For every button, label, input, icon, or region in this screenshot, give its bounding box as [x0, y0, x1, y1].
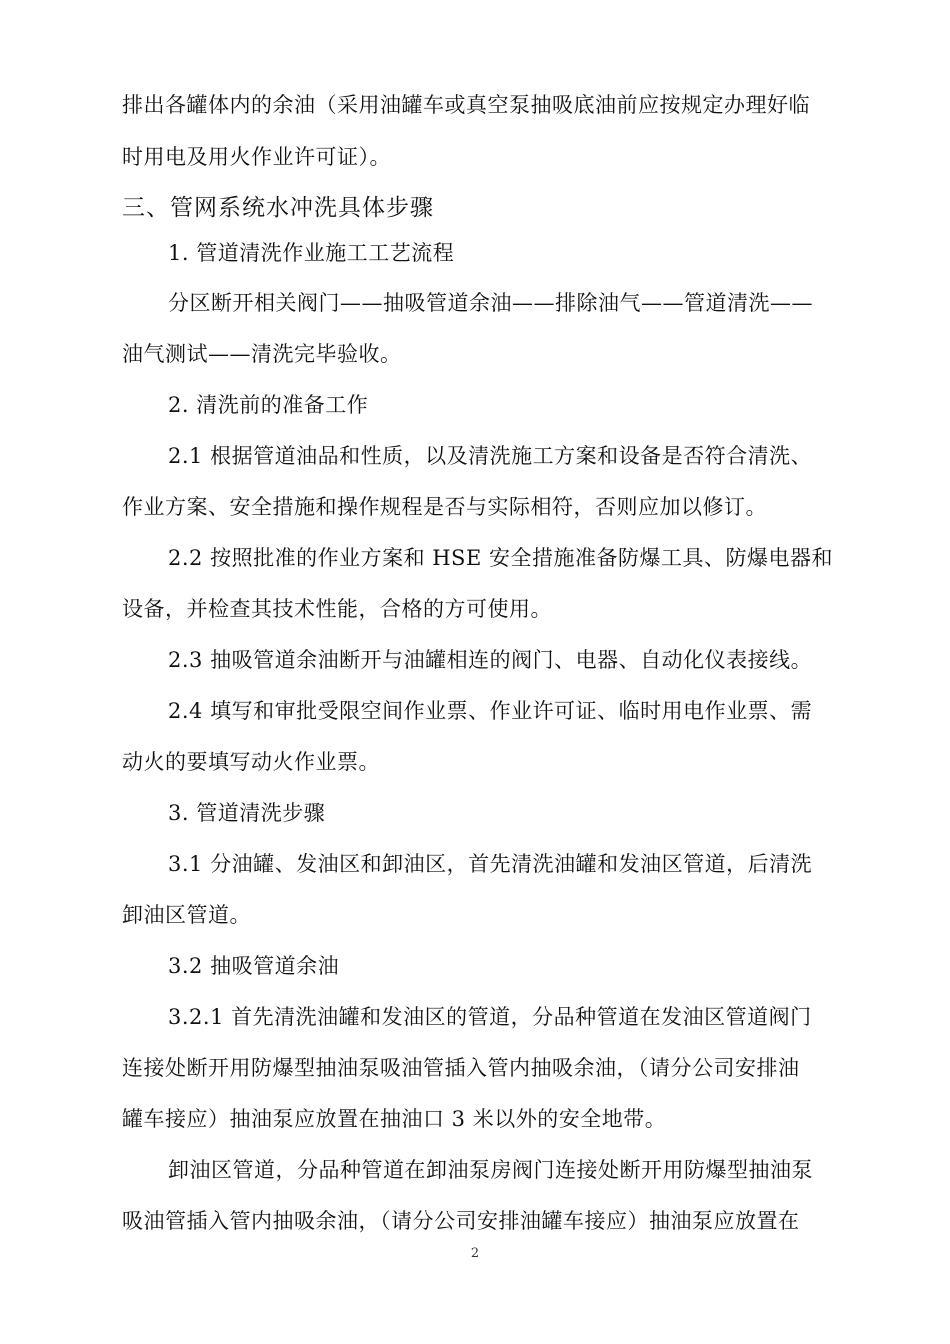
text-line: 油气测试——清洗完毕验收。 — [122, 342, 402, 366]
text-line: 排出各罐体内的余油（采用油罐车或真空泵抽吸底油前应按规定办理好临 — [122, 93, 810, 117]
text-line: 设备，并检查其技术性能，合格的方可使用。 — [122, 597, 552, 621]
text-line: 分区断开相关阀门——抽吸管道余油——排除油气——管道清洗—— — [168, 291, 813, 315]
text-line: 2.2 按照批准的作业方案和 HSE 安全措施准备防爆工具、防爆电器和 — [168, 546, 833, 570]
text-line: 卸油区管道。 — [122, 903, 251, 927]
text-line: 2.3 抽吸管道余油断开与油罐相连的阀门、电器、自动化仪表接线。 — [168, 648, 813, 672]
subsection-heading: 1. 管道清洗作业施工工艺流程 — [168, 241, 455, 265]
subsection-heading: 3.2 抽吸管道余油 — [168, 954, 340, 978]
text-line: 连接处断开用防爆型抽油泵吸油管插入管内抽吸余油，（请分公司安排油 — [122, 1056, 800, 1080]
text-line: 时用电及用火作业许可证）。 — [122, 145, 391, 169]
subsection-heading: 3. 管道清洗步骤 — [168, 801, 326, 825]
text-line: 作业方案、安全措施和操作规程是否与实际相符，否则应加以修订。 — [122, 495, 767, 519]
text-line: 罐车接应）抽油泵应放置在抽油口 3 米以外的安全地带。 — [122, 1107, 667, 1131]
text-line: 吸油管插入管内抽吸余油，（请分公司安排油罐车接应）抽油泵应放置在 — [122, 1209, 800, 1233]
text-line: 2.4 填写和审批受限空间作业票、作业许可证、临时用电作业票、需 — [168, 699, 813, 723]
text-line: 卸油区管道，分品种管道在卸油泵房阀门连接处断开用防爆型抽油泵 — [168, 1158, 813, 1182]
subsection-heading: 2. 清洗前的准备工作 — [168, 393, 369, 417]
text-line: 动火的要填写动火作业票。 — [122, 750, 380, 774]
page-number: 2 — [470, 1246, 480, 1261]
text-line: 2.1 根据管道油品和性质，以及清洗施工方案和设备是否符合清洗、 — [168, 444, 813, 468]
text-line: 3.2.1 首先清洗油罐和发油区的管道，分品种管道在发油区管道阀门 — [168, 1005, 812, 1029]
section-heading: 三、管网系统水冲洗具体步骤 — [122, 195, 434, 221]
text-line: 3.1 分油罐、发油区和卸油区，首先清洗油罐和发油区管道，后清洗 — [168, 852, 813, 876]
